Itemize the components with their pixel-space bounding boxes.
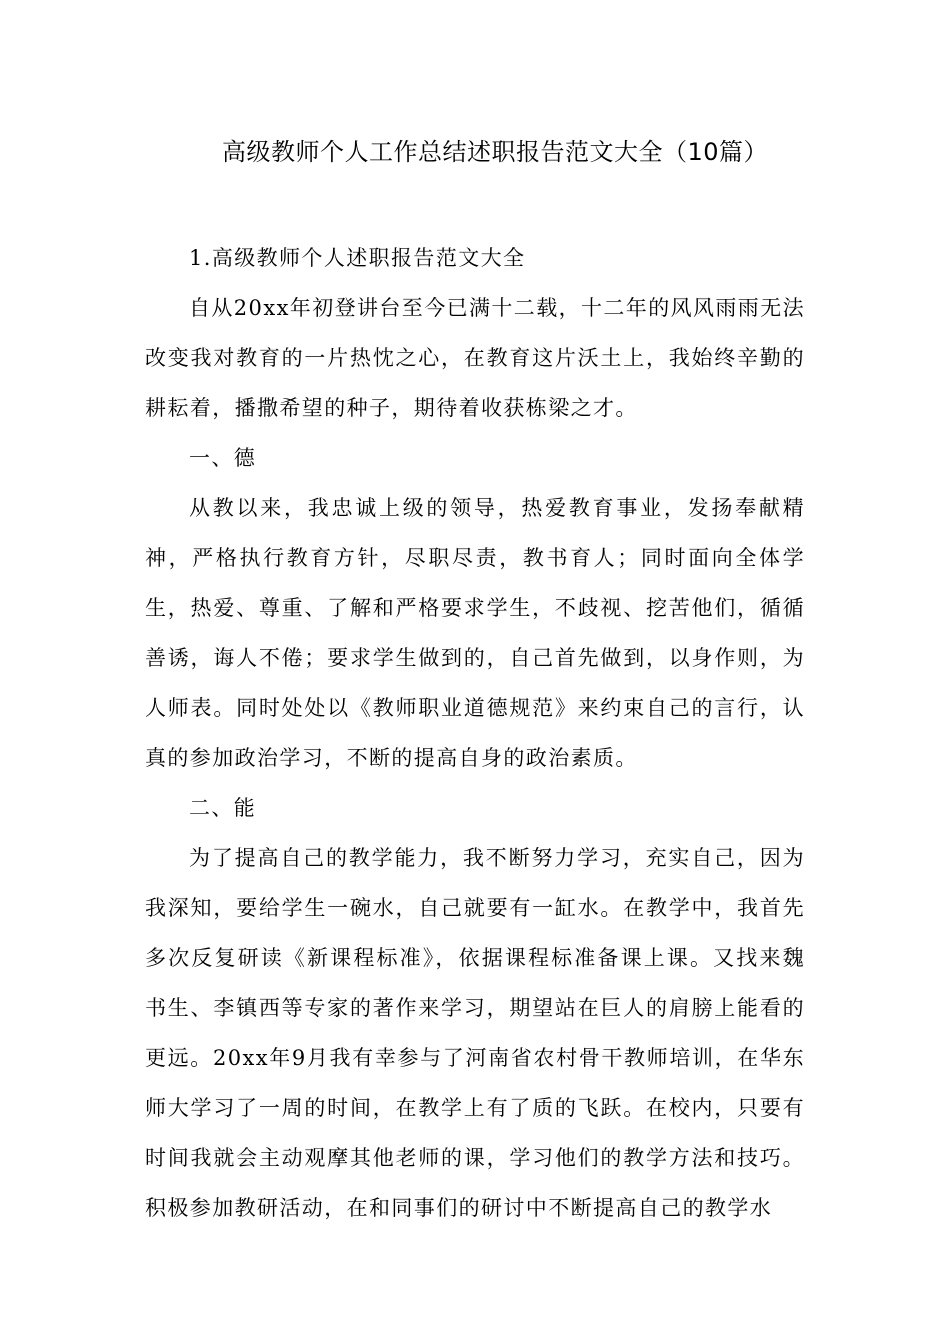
document-title: 高级教师个人工作总结述职报告范文大全（10篇）: [221, 138, 769, 166]
section-heading-de: 一、德: [189, 446, 257, 470]
document-body: [145, 233, 805, 1233]
section-heading-neng: 二、能: [189, 796, 257, 820]
paragraph-intro: 自从20xx年初登讲台至今已满十二载，十二年的风风雨雨无法改变我对教育的一片热忱之心，在教育这片沃土上，我始终辛勤的耕耘着，播撒希望的种子，期待着收获栋梁之才。: [145, 296, 806, 420]
section-heading-1: 1.高级教师个人述职报告范文大全: [189, 246, 526, 270]
paragraph-de: 从教以来，我忠诚上级的领导，热爱教育事业，发扬奉献精神，严格执行教育方针，尽职尽责，教书育人；同时面向全体学生，热爱、尊重、了解和严格要求学生，不歧视、挖苦他们，循循善诱，诲人不倦；要求学生做到的，自己首先做到，以身作则，为人师表。同时处处以《教师职业道德规范》来约束自己的言行，认真的参加政治学习，不断的提高自身的政治素质。: [145, 496, 805, 770]
paragraph-neng: 为了提高自己的教学能力，我不断努力学习，充实自己，因为我深知，要给学生一碗水，自己就要有一缸水。在教学中，我首先多次反复研读《新课程标准》，依据课程标准备课上课。又找来魏书生、李镇西等专家的著作来学习，期望站在巨人的肩膀上能看的更远。20xx年9月我有幸参与了河南省农村骨干教师培训，在华东师大学习了一周的时间，在教学上有了质的飞跃。在校内，只要有时间我就会主动观摩其他老师的课，学习他们的教学方法和技巧。积极参加教研活动，在和同事们的研讨中不断提高自己的教学水: [145, 846, 805, 1220]
